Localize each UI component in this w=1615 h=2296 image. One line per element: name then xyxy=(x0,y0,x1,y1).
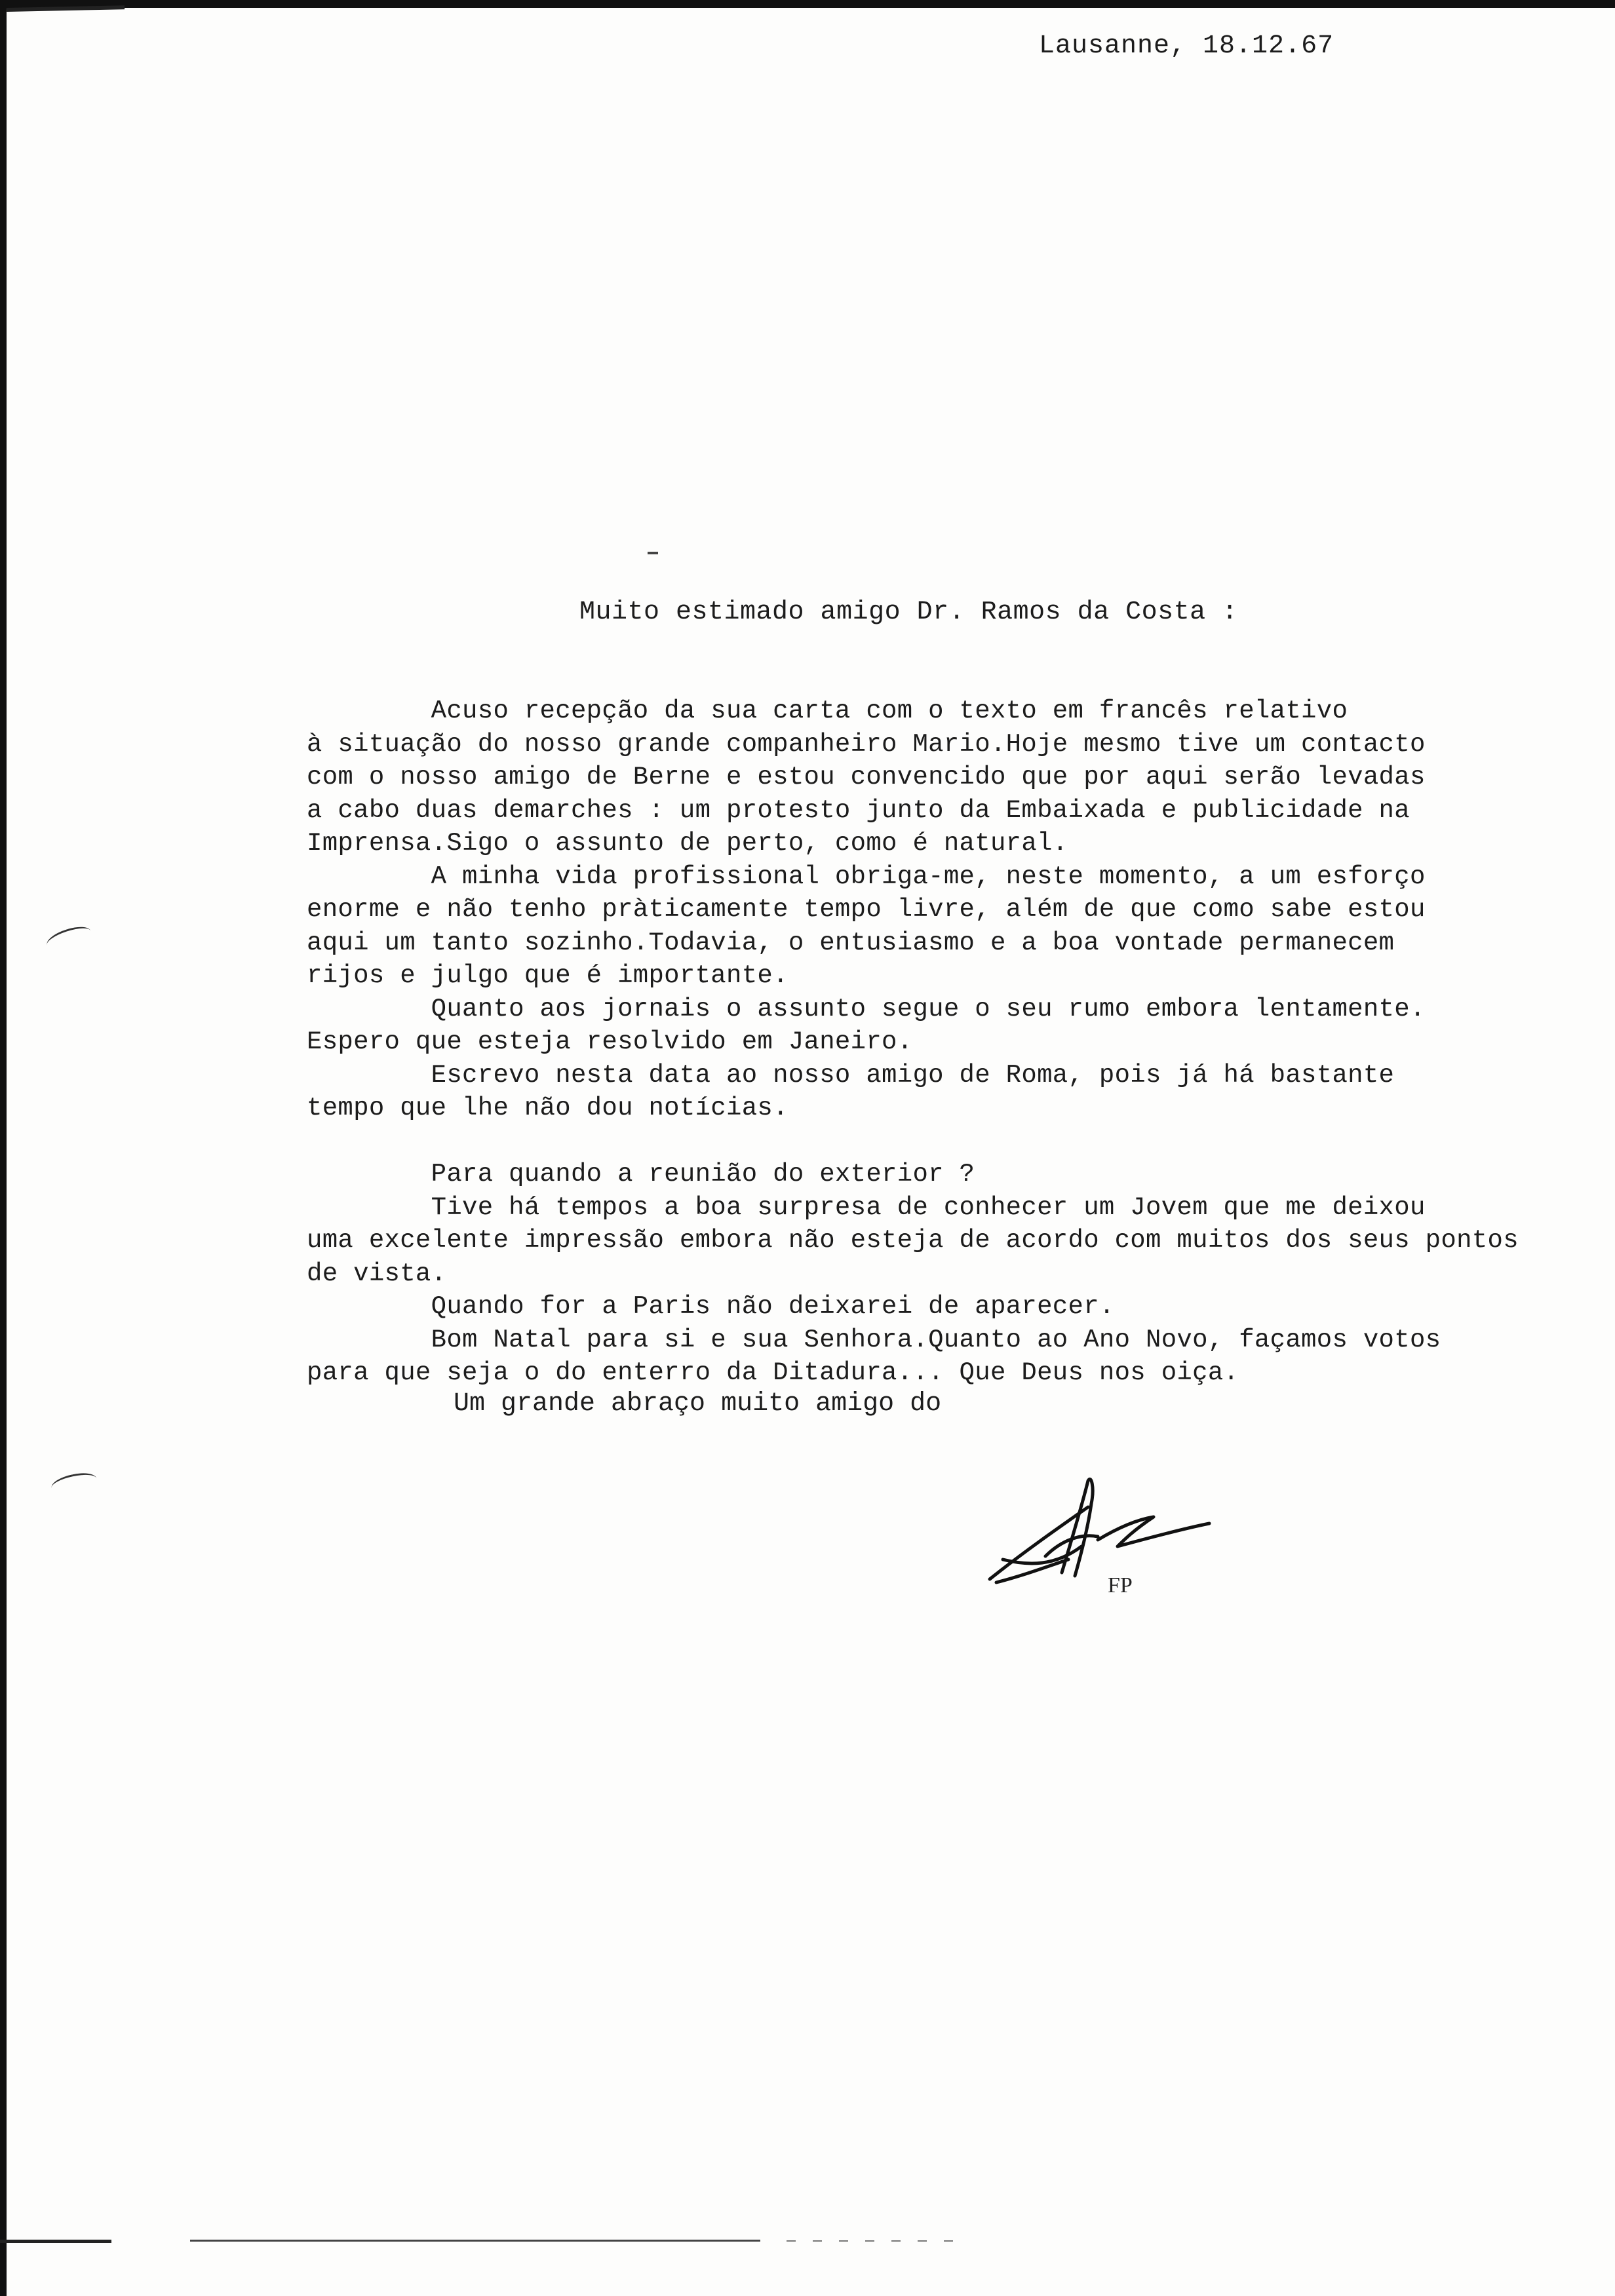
closing-line: Um grande abraço muito amigo do xyxy=(454,1389,942,1419)
ink-speck xyxy=(648,552,658,554)
body-line: A minha vida profissional obriga-me, neste momento, a um esforço xyxy=(307,862,1426,891)
scan-edge-bottom xyxy=(0,2240,111,2243)
body-line: de vista. xyxy=(307,1259,447,1288)
body-line: Quanto aos jornais o assunto segue o seu rumo embora lentamente. xyxy=(307,994,1426,1024)
body-line: Bom Natal para si e sua Senhora.Quanto ao Ano Novo, façamos votos xyxy=(307,1325,1441,1354)
body-line: com o nosso amigo de Berne e estou convencido que por aqui serão levadas xyxy=(307,763,1426,792)
margin-mark xyxy=(45,923,94,953)
signature-initials: FP xyxy=(1108,1573,1133,1598)
dateline: Lausanne, 18.12.67 xyxy=(1039,31,1334,61)
body-line: Acuso recepção da sua carta com o texto em francês relativo xyxy=(307,697,1348,725)
margin-mark xyxy=(50,1470,98,1497)
bottom-dotted-rule xyxy=(787,2240,957,2242)
paragraph-gap xyxy=(307,1125,1591,1158)
body-line: Para quando a reunião do exterior ? xyxy=(307,1160,975,1189)
body-line: enorme e não tenho pràticamente tempo livre, além de que como sabe estou xyxy=(307,895,1426,924)
body-line: para que seja o do enterro da Ditadura... Que Deus nos oiça. xyxy=(307,1358,1239,1387)
body-line: Espero que esteja resolvido em Janeiro. xyxy=(307,1027,913,1056)
body-line: Quando for a Paris não deixarei de aparecer. xyxy=(307,1292,1115,1321)
body-line: Imprensa.Sigo o assunto de perto, como é natural. xyxy=(307,829,1068,858)
salutation: Muito estimado amigo Dr. Ramos da Costa : xyxy=(579,598,1238,627)
scan-edge-left xyxy=(0,0,7,2296)
body-line: uma excelente impressão embora não esteja de acordo com muitos dos seus pontos xyxy=(307,1226,1519,1255)
body-line: à situação do nosso grande companheiro Mario.Hoje mesmo tive um contacto xyxy=(307,729,1426,759)
body-line: Escrevo nesta data ao nosso amigo de Roma, pois já há bastante xyxy=(307,1060,1395,1090)
body-line: tempo que lhe não dou notícias. xyxy=(307,1094,788,1122)
handwritten-signature xyxy=(983,1468,1219,1599)
body-line: rijos e julgo que é importante. xyxy=(307,961,788,990)
scan-edge-top xyxy=(0,0,1615,8)
letter-body xyxy=(307,695,1591,1390)
body-line: Tive há tempos a boa surpresa de conhecer um Jovem que me deixou xyxy=(307,1193,1426,1222)
body-line: a cabo duas demarches : um protesto junto da Embaixada e publicidade na xyxy=(307,795,1410,825)
body-line: aqui um tanto sozinho.Todavia, o entusiasmo e a boa vontade permanecem xyxy=(307,928,1395,957)
bottom-rule xyxy=(190,2240,760,2242)
